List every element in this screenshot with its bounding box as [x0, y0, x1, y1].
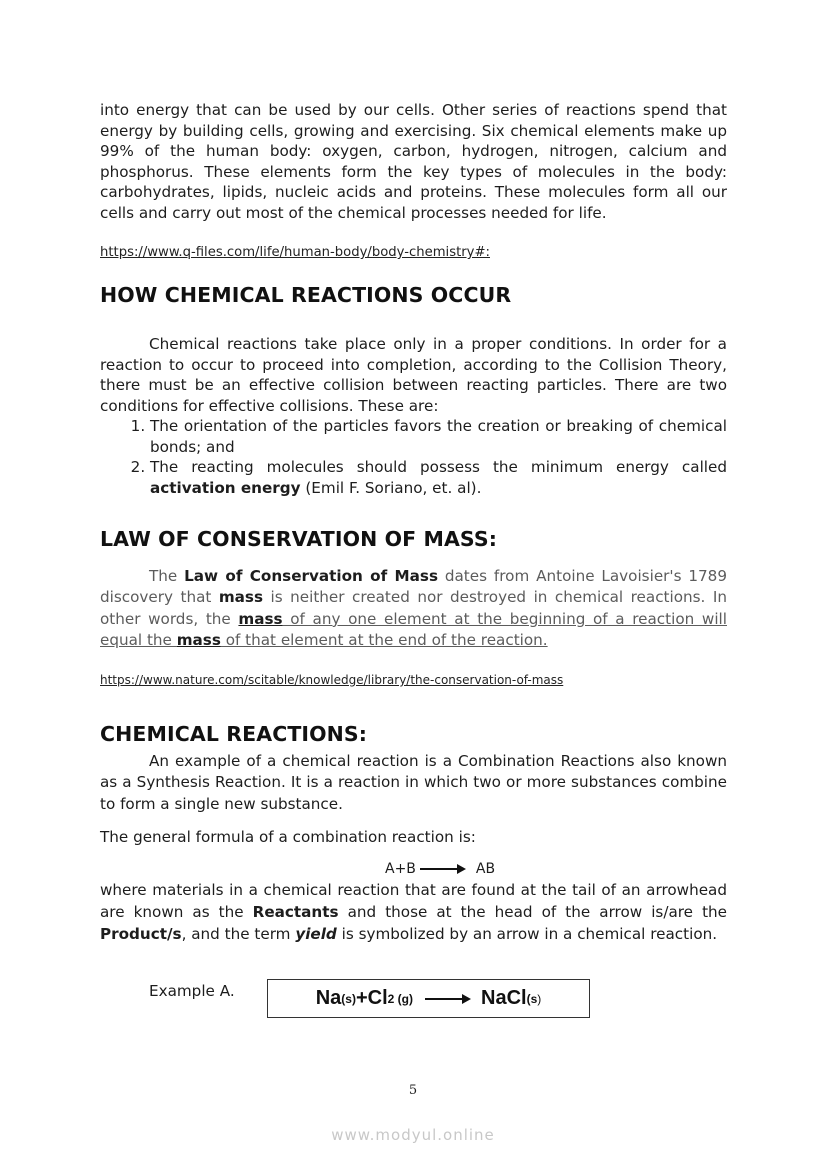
- sodium-chloride-state: (s): [526, 991, 542, 1006]
- example-equation-box: [267, 979, 590, 1018]
- reactants-term: Reactants: [252, 902, 339, 921]
- condition-item-2-citation: (Emil F. Soriano, et. al).: [300, 478, 482, 497]
- collision-theory-paragraph: Chemical reactions take place only in a proper conditions. In order for a reaction to occur to proceed into completion, according to the Collision Theory, there must be an effective collision between reacting particles. There are two conditions for effective collisions. These are:: [100, 335, 727, 415]
- condition-item-2-text: The reacting molecules should possess the minimum energy called: [150, 458, 727, 477]
- formula-reactants: A+B: [385, 861, 416, 877]
- reactants-text-2: and those at the head of the arrow is/are the: [338, 902, 727, 921]
- heading-law-of-conservation-of-mass: LAW OF CONSERVATION OF MASS:: [100, 527, 498, 551]
- reactants-text-4: is symbolized by an arrow in a chemical reaction.: [336, 924, 718, 943]
- chlorine-subscript: 2 (g): [387, 991, 413, 1006]
- condition-item-1: 1. The orientation of the particles favors the creation or breaking of chemical bonds; and: [150, 416, 727, 457]
- mass-term-3: mass: [176, 631, 221, 650]
- condition-item-2: [150, 457, 727, 498]
- chlorine: +Cl: [355, 987, 388, 1009]
- products-term: Product/s: [100, 924, 182, 943]
- reactants-text-1: where materials in a chemical reaction that are found at the tail of an arrowhead are known as the: [100, 881, 727, 921]
- conservation-paragraph: [100, 566, 727, 652]
- conservation-text-1: The: [149, 567, 185, 585]
- conservation-text-5: of that element at the end of the reaction.: [220, 631, 548, 650]
- example-label: Example A.: [149, 982, 235, 1000]
- watermark: www.modyul.online: [331, 1126, 495, 1144]
- reactants-products-paragraph: [100, 880, 727, 945]
- heading-chemical-reactions: CHEMICAL REACTIONS:: [100, 722, 368, 746]
- mass-term-2: mass: [238, 609, 283, 628]
- mass-term-1: mass: [218, 588, 263, 607]
- sodium: Na: [315, 987, 342, 1009]
- conservation-text-2: dates from Antoine Lavoisier's 1789 discovery that: [100, 567, 728, 607]
- combination-reaction-paragraph: An example of a chemical reaction is a Combination Reactions also known as a Synthesis Reaction. It is a reaction in which two or more substances combine to form a single new substance.: [100, 752, 727, 813]
- reactants-text-3: , and the term: [181, 924, 296, 943]
- heading-how-chemical-reactions-occur: HOW CHEMICAL REACTIONS OCCUR: [100, 283, 512, 307]
- conservation-text-3: is neither created nor destroyed in chemical reactions. In other words, the: [100, 588, 727, 628]
- law-of-conservation-term: Law of Conservation of Mass: [184, 567, 438, 585]
- general-formula-intro: The general formula of a combination reaction is:: [100, 828, 476, 846]
- general-formula: [385, 861, 495, 877]
- source-link-nature[interactable]: https://www.nature.com/scitable/knowledge/library/the-conservation-of-mass: [100, 673, 564, 687]
- yield-arrow-icon: [420, 868, 464, 870]
- yield-term: yield: [295, 924, 337, 943]
- reaction-arrow-icon: [425, 998, 469, 1000]
- source-link-q-files[interactable]: https://www.q-files.com/life/human-body/body-chemistry#:: [100, 245, 490, 260]
- activation-energy-term: activation energy: [150, 478, 301, 497]
- page-number: 5: [408, 1083, 418, 1098]
- conditions-list: [100, 416, 727, 498]
- sodium-state: (s): [341, 991, 356, 1006]
- formula-product: AB: [475, 861, 496, 877]
- conservation-text-4: of any one element at the beginning of a reaction will equal the: [100, 609, 727, 650]
- intro-paragraph: into energy that can be used by our cells. Other series of reactions spend that energy by building cells, growing and exercising. Six chemical elements make up 99% of the human body: oxygen, carbon, hydrogen, nitrogen, calcium and phosphorus. These elements form the key types of molecules in the body: carbohydrates, lipids, nucleic acids and proteins. These molecules form all our cells and carry out most of the chemical processes needed for life.: [100, 101, 727, 222]
- sodium-chloride: NaCl: [481, 987, 527, 1009]
